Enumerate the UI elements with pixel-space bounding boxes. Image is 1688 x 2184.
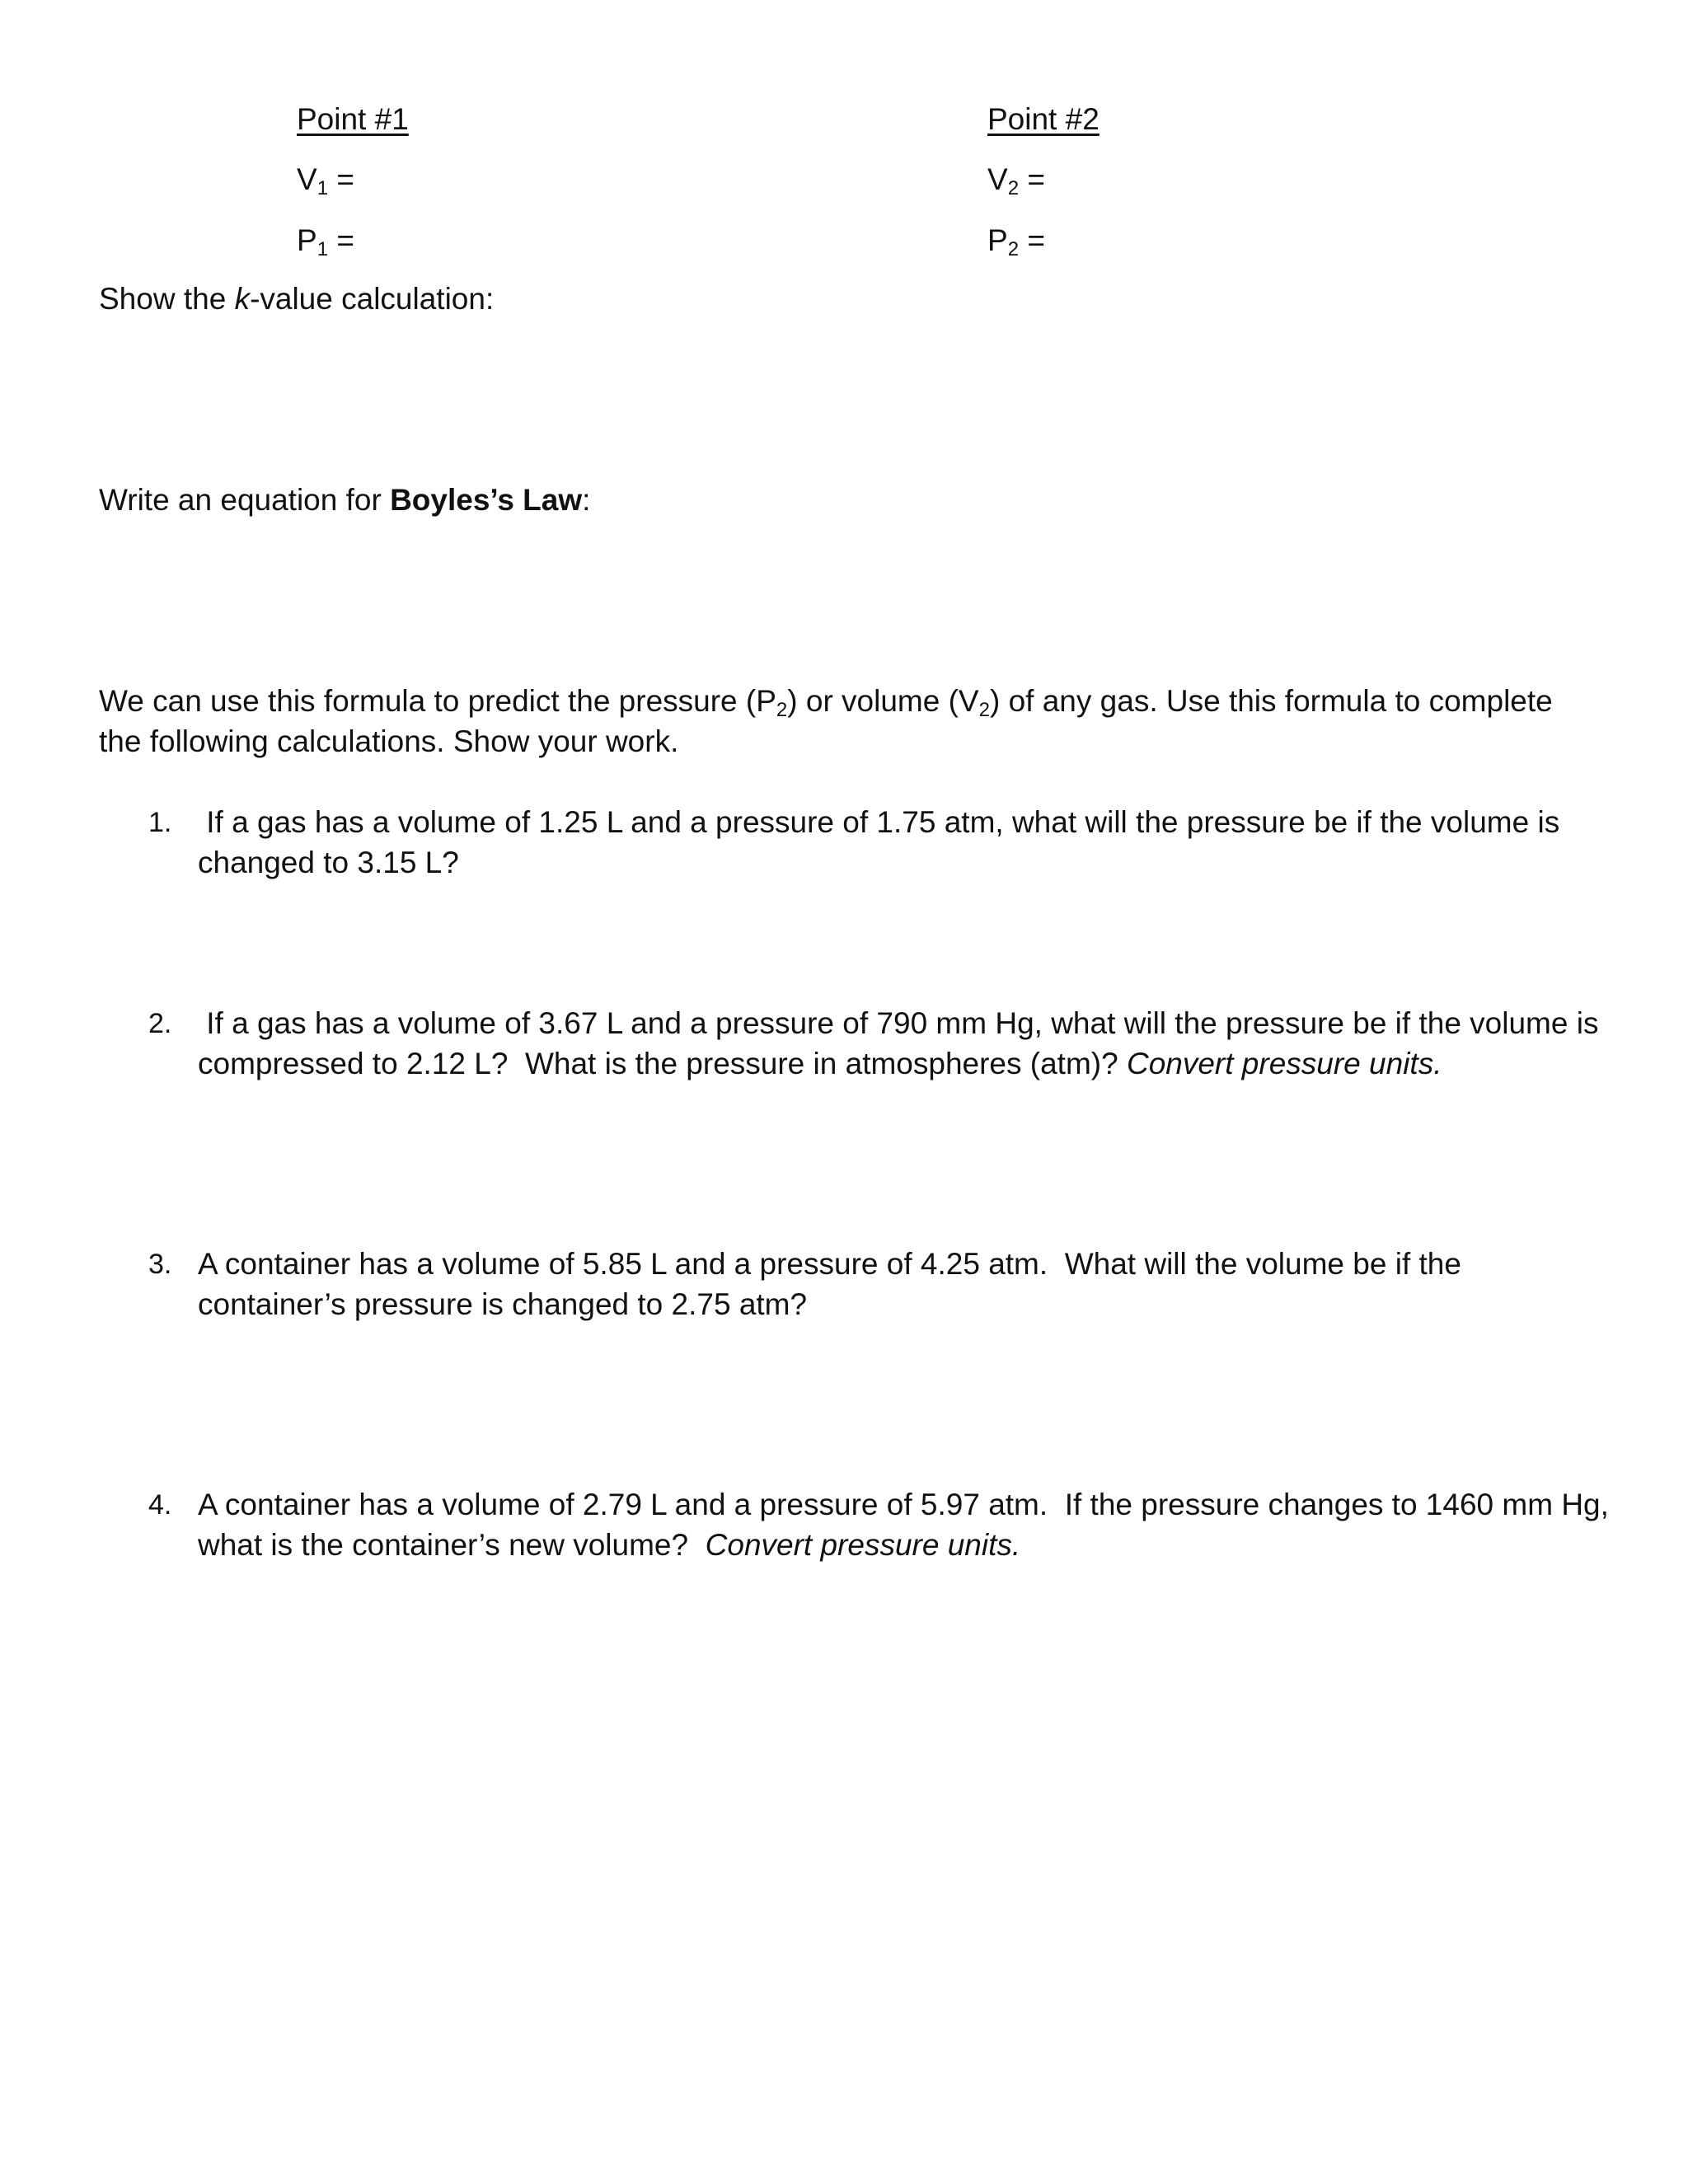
point1-v-equals: = <box>328 162 354 196</box>
point1-v-letter: V <box>297 162 317 196</box>
intro-text-a: We can use this formula to predict the pressure (P <box>99 684 776 718</box>
question-4-number: 4. <box>148 1489 172 1521</box>
point2-p-subscript: 2 <box>1007 238 1020 260</box>
question-2-line-2-text: compressed to 2.12 L? What is the pressure in atmospheres (atm)? <box>198 1047 1127 1080</box>
point2-title: Point #2 <box>987 102 1100 136</box>
question-3-line-2-text: container’s pressure is changed to 2.75 atm? <box>198 1287 808 1321</box>
question-4-line-2-text: what is the container’s new volume? <box>198 1528 706 1562</box>
question-4-line-2-italic: Convert pressure units. <box>705 1528 1021 1562</box>
question-3-line-1: A container has a volume of 5.85 L and a pressure of 4.25 atm. What will the volume be if the <box>198 1247 1461 1281</box>
point2-v-equals: = <box>1019 162 1045 196</box>
k-value-italic: k <box>234 282 251 316</box>
intro-sub-2: 2 <box>978 699 990 721</box>
question-1-line-2 <box>198 842 459 883</box>
question-2-line-2 <box>198 1043 1442 1085</box>
question-1-line-1: If a gas has a volume of 1.25 L and a pressure of 1.75 atm, what will the pressure be if the volume is <box>198 805 1560 839</box>
question-2-line-1: If a gas has a volume of 3.67 L and a pressure of 790 mm Hg, what will the pressure be if the volume is <box>198 1006 1599 1040</box>
point2-pressure-label <box>987 220 1045 261</box>
boyles-bold: Boyles’s Law <box>390 483 583 517</box>
question-2-number: 2. <box>148 1008 172 1039</box>
boyles-prefix: Write an equation for <box>99 483 391 517</box>
boyles-law-prompt <box>99 480 590 521</box>
intro-sub-1: 2 <box>776 699 788 721</box>
point1-p-equals: = <box>328 223 354 257</box>
point1-p-subscript: 1 <box>316 238 329 260</box>
intro-text-c: ) of any gas. Use this formula to complete <box>989 684 1553 718</box>
question-3-number: 3. <box>148 1249 172 1280</box>
boyles-suffix: : <box>582 483 591 517</box>
k-value-prefix: Show the <box>99 282 235 316</box>
point2-p-equals: = <box>1019 223 1045 257</box>
intro-line-1 <box>99 681 1553 722</box>
question-1-number: 1. <box>148 807 172 838</box>
question-3-line-2 <box>198 1284 807 1325</box>
intro-text-b: ) or volume (V <box>787 684 979 718</box>
intro-line-2: the following calculations. Show your work. <box>99 724 679 758</box>
point2-v-subscript: 2 <box>1007 177 1020 199</box>
point2-p-letter: P <box>987 223 1008 257</box>
question-1-line-2-text: changed to 3.15 L? <box>198 846 459 879</box>
point1-title: Point #1 <box>297 102 409 136</box>
point1-pressure-label <box>297 220 354 261</box>
k-value-prompt <box>99 279 494 320</box>
point2-volume-label <box>987 159 1045 200</box>
point1-v-subscript: 1 <box>316 177 329 199</box>
question-2-line-2-italic: Convert pressure units. <box>1126 1047 1442 1080</box>
point1-volume-label <box>297 159 354 200</box>
k-value-suffix: -value calculation: <box>250 282 495 316</box>
question-4-line-2 <box>198 1525 1020 1566</box>
point1-p-letter: P <box>297 223 317 257</box>
point2-v-letter: V <box>987 162 1008 196</box>
question-4-line-1: A container has a volume of 2.79 L and a pressure of 5.97 atm. If the pressure changes to 1460 mm Hg, <box>198 1488 1609 1521</box>
